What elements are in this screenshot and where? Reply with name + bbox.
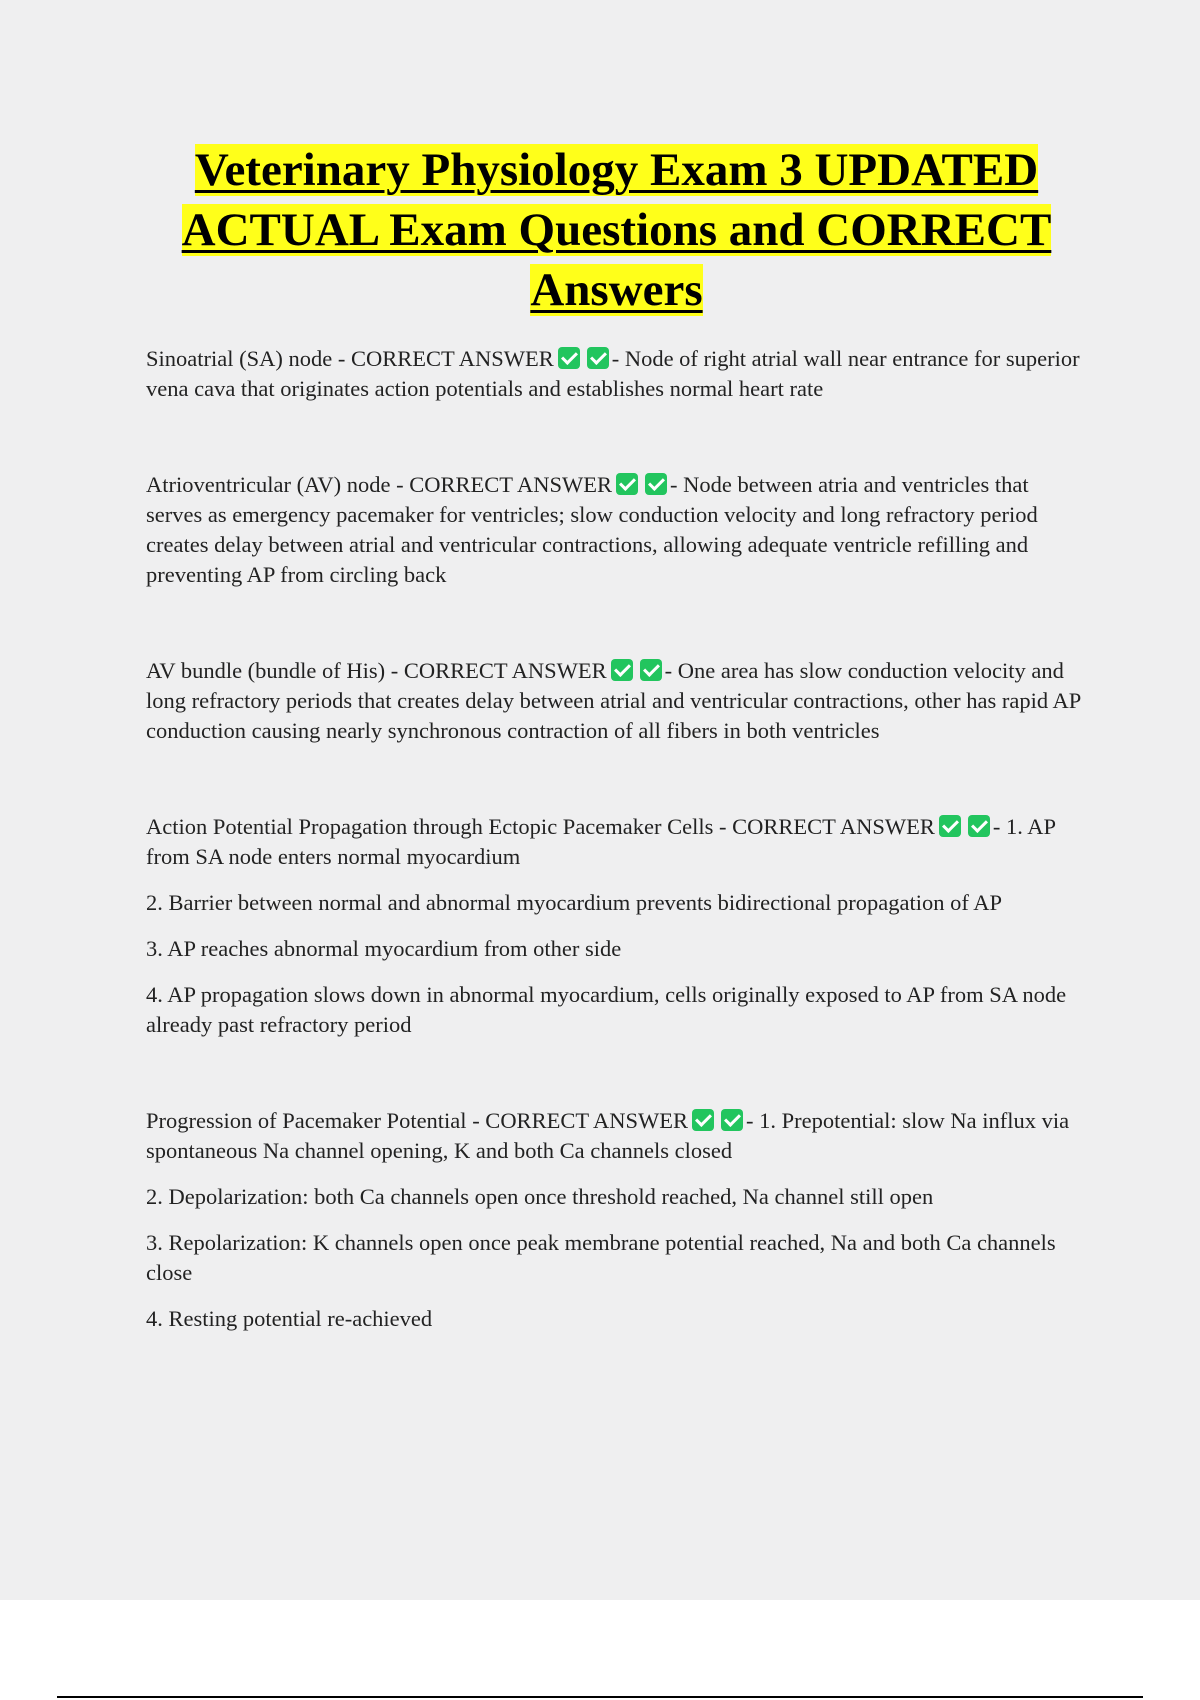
check-mark-icon xyxy=(645,473,667,495)
entry-paragraph xyxy=(146,344,1084,404)
check-mark-icon xyxy=(611,659,633,681)
check-mark-icon xyxy=(640,659,662,681)
entry-step: 2. Depolarization: both Ca channels open once threshold reached, Na channel still open xyxy=(146,1184,934,1209)
entry-paragraph xyxy=(146,1106,1084,1166)
entry-answer: - Node between atria and ventricles that serves as emergency pacemaker for ventricles; slow conduction velocity and long refractory period creates delay between atrial and ventricular contractions, allowing adequate ventricle refilling and preventing AP from circling back xyxy=(146,472,1038,587)
entry-term: Sinoatrial (SA) node xyxy=(146,346,333,371)
entry-step: 3. AP reaches abnormal myocardium from other side xyxy=(146,936,622,961)
entry-paragraph xyxy=(146,656,1084,746)
check-mark-icon xyxy=(939,815,961,837)
entry-term: Progression of Pacemaker Potential xyxy=(146,1108,467,1133)
entry-answer: - Node of right atrial wall near entrance for superior vena cava that originates action potentials and establishes normal heart rate xyxy=(146,346,1080,401)
entry-step: 2. Barrier between normal and abnormal myocardium prevents bidirectional propagation of AP xyxy=(146,890,1002,915)
answer-marker: - CORRECT ANSWER xyxy=(472,1108,689,1133)
answer-marker: - CORRECT ANSWER xyxy=(719,814,935,839)
check-mark-icon xyxy=(616,473,638,495)
answer-marker: - CORRECT ANSWER xyxy=(390,658,607,683)
entry-answer: - 1. Prepotential: slow Na influx via spontaneous Na channel opening, K and both Ca channels closed xyxy=(146,1108,1070,1163)
check-mark-icon xyxy=(587,347,609,369)
qa-entry xyxy=(146,1106,1084,1334)
document-body xyxy=(146,344,1084,1400)
entry-step: 4. AP propagation slows down in abnormal myocardium, cells originally exposed to AP from SA node already past refractory period xyxy=(146,982,1067,1037)
entry-term: Atrioventricular (AV) node xyxy=(146,472,391,497)
entry-answer: - One area has slow conduction velocity and long refractory periods that creates delay between atrial and ventricular contractions, other has rapid AP conduction causing nearly synchronous contraction of all fibers in both ventricles xyxy=(146,658,1081,743)
entry-term: Action Potential Propagation through Ectopic Pacemaker Cells xyxy=(146,814,714,839)
entry-paragraph xyxy=(146,812,1084,872)
document-title xyxy=(130,140,1103,320)
document-title-text: Veterinary Physiology Exam 3 UPDATED ACTUAL Exam Questions and CORRECT Answers xyxy=(181,144,1052,316)
entry-term: AV bundle (bundle of His) xyxy=(146,658,386,683)
entry-step: 4. Resting potential re-achieved xyxy=(146,1306,433,1331)
check-mark-icon xyxy=(692,1109,714,1131)
entry-paragraph xyxy=(146,470,1084,590)
check-mark-icon xyxy=(968,815,990,837)
answer-marker: - CORRECT ANSWER xyxy=(396,472,612,497)
check-mark-icon xyxy=(721,1109,743,1131)
check-mark-icon xyxy=(558,347,580,369)
qa-entry xyxy=(146,812,1084,1040)
qa-entry xyxy=(146,470,1084,590)
entry-answer: - 1. AP from SA node enters normal myocardium xyxy=(146,814,1056,869)
qa-entry xyxy=(146,656,1084,746)
qa-entry xyxy=(146,344,1084,404)
answer-marker: - CORRECT ANSWER xyxy=(337,346,554,371)
entry-step: 3. Repolarization: K channels open once peak membrane potential reached, Na and both Ca channels close xyxy=(146,1230,1056,1285)
footer-divider xyxy=(57,1696,1143,1698)
